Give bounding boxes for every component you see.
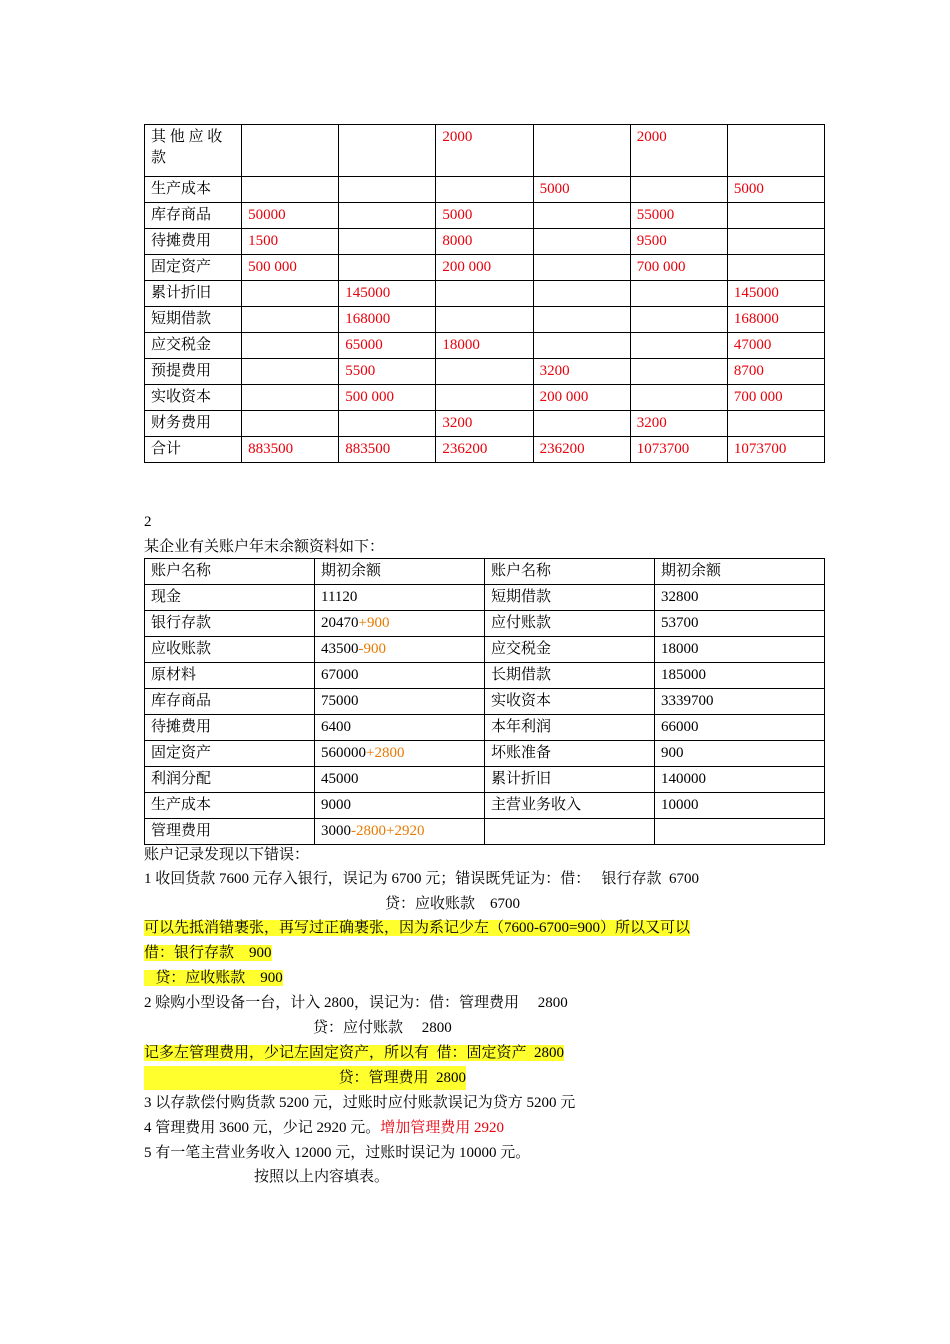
ledger-cell xyxy=(242,307,339,333)
ledger-cell xyxy=(727,255,824,281)
ledger-account-name: 固定资产 xyxy=(145,255,242,281)
ledger-row xyxy=(145,307,825,333)
ledger-cell: 8700 xyxy=(727,359,824,385)
account-name: 应交税金 xyxy=(485,637,655,663)
ledger-cell xyxy=(339,177,436,203)
ledger-cell: 5000 xyxy=(436,203,533,229)
balance-row xyxy=(145,637,825,663)
opening-balance xyxy=(315,793,485,819)
ledger-cell xyxy=(533,281,630,307)
note-1-line-3: 贷：应收账款 900 xyxy=(144,970,283,986)
ledger-row xyxy=(145,229,825,255)
ledger-cell xyxy=(339,411,436,437)
balance-value: 75000 xyxy=(321,693,359,709)
opening-balance: 32800 xyxy=(655,585,825,611)
ledger-row xyxy=(145,411,825,437)
opening-balance xyxy=(315,715,485,741)
ledger-cell xyxy=(339,255,436,281)
account-name: 长期借款 xyxy=(485,663,655,689)
balance-table xyxy=(144,558,825,845)
balance-header-row xyxy=(145,559,825,585)
ledger-cell xyxy=(242,281,339,307)
balance-value: 3000 xyxy=(321,823,351,839)
ledger-cell xyxy=(533,333,630,359)
ledger-cell: 2000 xyxy=(630,125,727,177)
balance-value: 67000 xyxy=(321,667,359,683)
error-5: 5 有一笔主营业务收入 12000 元，过账时误记为 10000 元。 xyxy=(144,1145,531,1161)
ledger-cell xyxy=(533,255,630,281)
ledger-cell xyxy=(242,333,339,359)
ledger-row xyxy=(145,333,825,359)
ledger-cell: 236200 xyxy=(436,437,533,463)
ledger-cell xyxy=(630,281,727,307)
ledger-cell xyxy=(630,359,727,385)
opening-balance xyxy=(315,741,485,767)
opening-balance xyxy=(315,637,485,663)
account-name: 银行存款 xyxy=(145,611,315,637)
balance-row xyxy=(145,585,825,611)
ledger-cell: 3200 xyxy=(630,411,727,437)
ledger-cell xyxy=(339,203,436,229)
account-name: 利润分配 xyxy=(145,767,315,793)
ledger-cell: 9500 xyxy=(630,229,727,255)
balance-adjustment: +900 xyxy=(358,615,390,631)
ledger-cell xyxy=(533,203,630,229)
ledger-row xyxy=(145,125,825,177)
balance-value: 9000 xyxy=(321,797,351,813)
ledger-account-name: 应交税金 xyxy=(145,333,242,359)
ledger-row xyxy=(145,359,825,385)
balance-adjustment: -900 xyxy=(358,641,386,657)
ledger-table xyxy=(144,124,825,463)
ledger-cell xyxy=(727,203,824,229)
ledger-row xyxy=(145,177,825,203)
ledger-cell xyxy=(339,125,436,177)
balance-value: 43500 xyxy=(321,641,359,657)
opening-balance xyxy=(655,819,825,845)
balance-adjustment: -2800+2920 xyxy=(351,823,425,839)
opening-balance xyxy=(315,689,485,715)
balance-row xyxy=(145,767,825,793)
ledger-account-name: 财务费用 xyxy=(145,411,242,437)
balance-row xyxy=(145,663,825,689)
ledger-account-name: 短期借款 xyxy=(145,307,242,333)
ledger-cell xyxy=(242,359,339,385)
ledger-cell: 168000 xyxy=(339,307,436,333)
ledger-cell xyxy=(630,333,727,359)
opening-balance xyxy=(315,585,485,611)
ledger-account-name: 其 他 应 收 款 xyxy=(145,125,242,177)
ledger-cell xyxy=(533,229,630,255)
ledger-row xyxy=(145,203,825,229)
ledger-cell: 8000 xyxy=(436,229,533,255)
ledger-cell: 883500 xyxy=(242,437,339,463)
ledger-cell xyxy=(533,307,630,333)
error-3: 3 以存款偿付购货款 5200 元，过账时应付账款误记为贷方 5200 元 xyxy=(144,1095,576,1111)
ledger-cell xyxy=(436,385,533,411)
ledger-cell: 47000 xyxy=(727,333,824,359)
error-4-note: 增加管理费用 2920 xyxy=(380,1120,505,1136)
opening-balance: 140000 xyxy=(655,767,825,793)
ledger-cell xyxy=(436,307,533,333)
ledger-cell: 5500 xyxy=(339,359,436,385)
ledger-cell xyxy=(242,177,339,203)
ledger-cell xyxy=(436,359,533,385)
account-name: 应收账款 xyxy=(145,637,315,663)
balance-value: 45000 xyxy=(321,771,359,787)
account-name: 生产成本 xyxy=(145,793,315,819)
ledger-account-name: 生产成本 xyxy=(145,177,242,203)
account-name: 原材料 xyxy=(145,663,315,689)
ledger-row xyxy=(145,385,825,411)
opening-balance: 18000 xyxy=(655,637,825,663)
ledger-cell: 168000 xyxy=(727,307,824,333)
note-1-line-1: 可以先抵消错裹张，再写过正确裹张，因为系记少左（7600-6700=900）所以又可以 xyxy=(144,920,690,936)
note-2-line-2: 贷：管理费用 2800 xyxy=(144,1066,466,1090)
account-name xyxy=(485,819,655,845)
balance-value: 560000 xyxy=(321,745,366,761)
balance-row xyxy=(145,689,825,715)
error-4: 4 管理费用 3600 元，少记 2920 元。 xyxy=(144,1120,381,1136)
ledger-cell: 18000 xyxy=(436,333,533,359)
note-2-line-1: 记多左管理费用，少记左固定资产，所以有 借：固定资产 2800 xyxy=(144,1045,565,1061)
ledger-cell: 65000 xyxy=(339,333,436,359)
ledger-cell: 700 000 xyxy=(630,255,727,281)
balance-row xyxy=(145,793,825,819)
error-1-line-1: 1 收回货款 7600 元存入银行，误记为 6700 元；错误既凭证为：借： 银行存款 6700 xyxy=(144,871,700,887)
ledger-cell xyxy=(630,385,727,411)
account-name: 管理费用 xyxy=(145,819,315,845)
ledger-cell: 55000 xyxy=(630,203,727,229)
ledger-cell: 5000 xyxy=(727,177,824,203)
opening-balance: 10000 xyxy=(655,793,825,819)
ledger-account-name: 库存商品 xyxy=(145,203,242,229)
error-2-line-1: 2 赊购小型设备一台，计入 2800，误记为：借：管理费用 2800 xyxy=(144,995,568,1011)
ledger-row xyxy=(145,281,825,307)
account-name: 现金 xyxy=(145,585,315,611)
column-header: 账户名称 xyxy=(485,559,655,585)
ledger-cell xyxy=(242,125,339,177)
ledger-row xyxy=(145,255,825,281)
ledger-row xyxy=(145,437,825,463)
ledger-cell: 2000 xyxy=(436,125,533,177)
error-2-line-2: 贷：应付账款 2800 xyxy=(313,1020,452,1036)
ledger-cell: 3200 xyxy=(533,359,630,385)
ledger-cell: 145000 xyxy=(727,281,824,307)
opening-balance: 53700 xyxy=(655,611,825,637)
balance-adjustment: +2800 xyxy=(366,745,405,761)
account-name: 本年利润 xyxy=(485,715,655,741)
ledger-cell xyxy=(533,125,630,177)
note-1-line-2: 借：银行存款 900 xyxy=(144,945,272,961)
ledger-account-name: 累计折旧 xyxy=(145,281,242,307)
error-1-line-2: 贷：应收账款 6700 xyxy=(385,896,521,912)
ledger-cell xyxy=(436,177,533,203)
ledger-cell: 500 000 xyxy=(242,255,339,281)
ledger-cell: 1073700 xyxy=(727,437,824,463)
section-number: 2 xyxy=(144,514,152,530)
ledger-cell: 5000 xyxy=(533,177,630,203)
ledger-cell: 236200 xyxy=(533,437,630,463)
balance-row xyxy=(145,611,825,637)
balance-value: 20470 xyxy=(321,615,359,631)
opening-balance: 900 xyxy=(655,741,825,767)
ledger-cell xyxy=(727,125,824,177)
opening-balance: 185000 xyxy=(655,663,825,689)
opening-balance xyxy=(315,767,485,793)
balance-row xyxy=(145,819,825,845)
ledger-cell xyxy=(339,229,436,255)
opening-balance: 3339700 xyxy=(655,689,825,715)
opening-balance xyxy=(315,611,485,637)
balance-value: 6400 xyxy=(321,719,351,735)
opening-balance xyxy=(315,819,485,845)
balance-row xyxy=(145,715,825,741)
ledger-cell: 1073700 xyxy=(630,437,727,463)
ledger-cell xyxy=(727,411,824,437)
account-name: 主营业务收入 xyxy=(485,793,655,819)
section-intro: 某企业有关账户年末余额资料如下： xyxy=(144,539,385,555)
account-name: 应付账款 xyxy=(485,611,655,637)
ledger-account-name: 合计 xyxy=(145,437,242,463)
ledger-cell: 200 000 xyxy=(436,255,533,281)
ledger-cell: 700 000 xyxy=(727,385,824,411)
account-name: 固定资产 xyxy=(145,741,315,767)
ledger-account-name: 待摊费用 xyxy=(145,229,242,255)
account-name: 短期借款 xyxy=(485,585,655,611)
ledger-cell: 200 000 xyxy=(533,385,630,411)
account-name: 实收资本 xyxy=(485,689,655,715)
ledger-cell: 500 000 xyxy=(339,385,436,411)
account-name: 待摊费用 xyxy=(145,715,315,741)
ledger-cell: 145000 xyxy=(339,281,436,307)
closing-instruction: 按照以上内容填表。 xyxy=(254,1169,390,1185)
ledger-cell: 883500 xyxy=(339,437,436,463)
account-name: 坏账准备 xyxy=(485,741,655,767)
balance-row xyxy=(145,741,825,767)
column-header: 账户名称 xyxy=(145,559,315,585)
account-name: 库存商品 xyxy=(145,689,315,715)
opening-balance xyxy=(315,663,485,689)
ledger-cell xyxy=(630,177,727,203)
opening-balance: 66000 xyxy=(655,715,825,741)
ledger-account-name: 预提费用 xyxy=(145,359,242,385)
ledger-cell xyxy=(436,281,533,307)
ledger-account-name: 实收资本 xyxy=(145,385,242,411)
errors-title: 账户记录发现以下错误： xyxy=(144,847,310,863)
column-header: 期初余额 xyxy=(655,559,825,585)
ledger-cell: 50000 xyxy=(242,203,339,229)
ledger-cell xyxy=(242,411,339,437)
ledger-cell xyxy=(630,307,727,333)
ledger-cell: 3200 xyxy=(436,411,533,437)
ledger-cell xyxy=(533,411,630,437)
balance-value: 11120 xyxy=(321,589,358,605)
ledger-cell xyxy=(242,385,339,411)
account-name: 累计折旧 xyxy=(485,767,655,793)
ledger-cell: 1500 xyxy=(242,229,339,255)
column-header: 期初余额 xyxy=(315,559,485,585)
ledger-cell xyxy=(727,229,824,255)
